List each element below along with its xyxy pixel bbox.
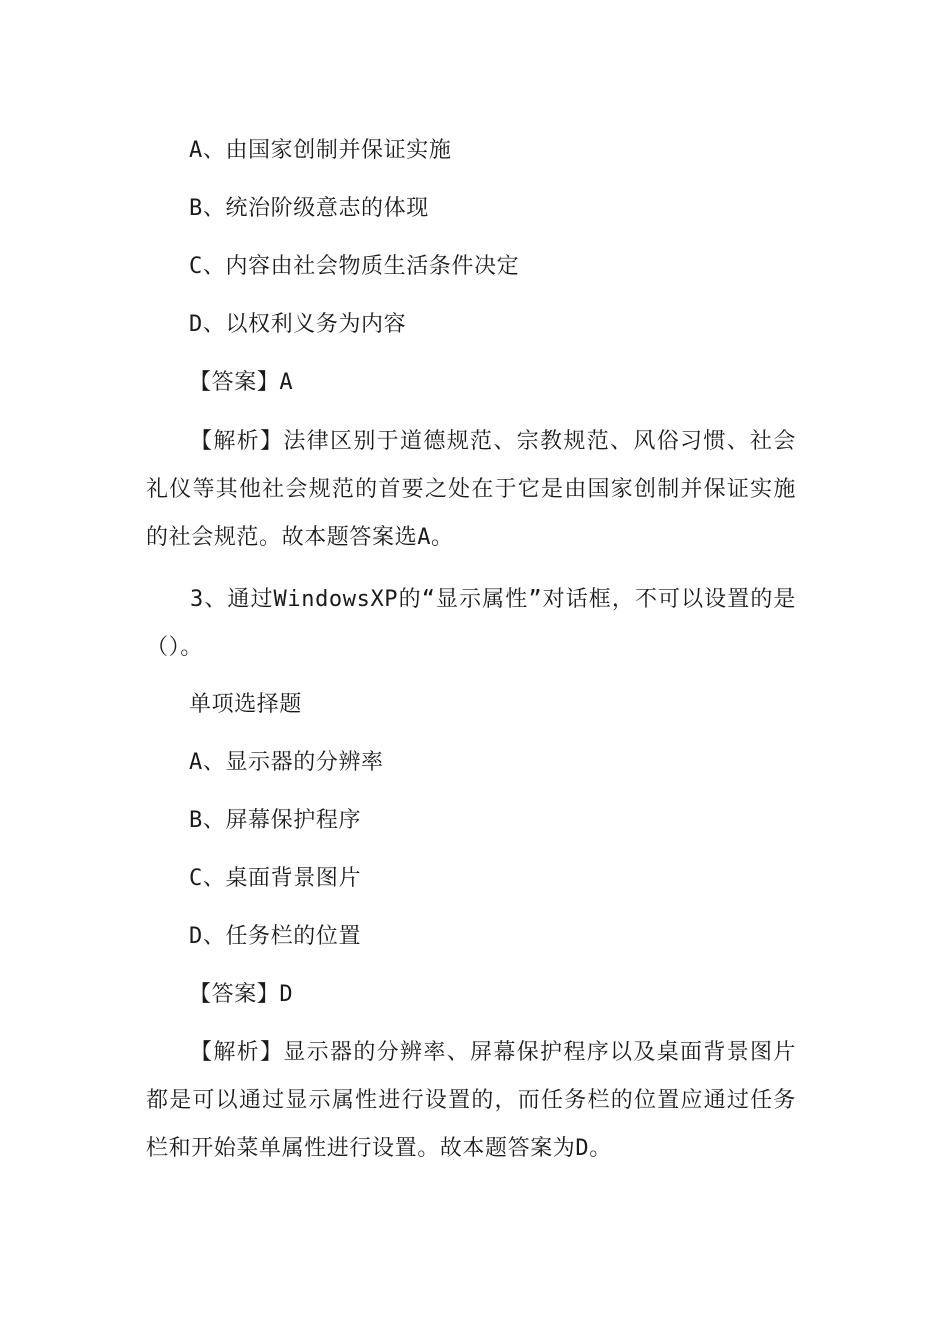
q3-explanation: 【解析】显示器的分辨率、屏幕保护程序以及桌面背景图片都是可以通过显示属性进行设置的，而任务栏的位置应通过任务栏和开始菜单属性进行设置。故本题答案为D。 <box>146 1040 796 1161</box>
q3-question-type: 单项选择题 <box>189 692 303 717</box>
q2-answer: 【答案】A <box>189 370 294 395</box>
q2-option-b: B、统治阶级意志的体现 <box>189 196 429 221</box>
q3-option-b: B、屏幕保护程序 <box>189 808 362 833</box>
q2-option-c: C、内容由社会物质生活条件决定 <box>189 254 520 279</box>
q2-option-d: D、以权利义务为内容 <box>189 312 407 337</box>
q3-option-c: C、桌面背景图片 <box>189 866 362 891</box>
q3-question: 3、通过WindowsXP的“显示属性”对话框，不可以设置的是（）。 <box>146 587 796 660</box>
q3-option-d: D、任务栏的位置 <box>189 924 362 949</box>
q3-option-a: A、显示器的分辨率 <box>189 750 384 775</box>
q3-answer: 【答案】D <box>189 982 294 1007</box>
q2-option-a: A、由国家创制并保证实施 <box>189 138 452 163</box>
q2-explanation: 【解析】法律区别于道德规范、宗教规范、风俗习惯、社会礼仪等其他社会规范的首要之处在于它是由国家创制并保证实施的社会规范。故本题答案选A。 <box>146 429 796 550</box>
